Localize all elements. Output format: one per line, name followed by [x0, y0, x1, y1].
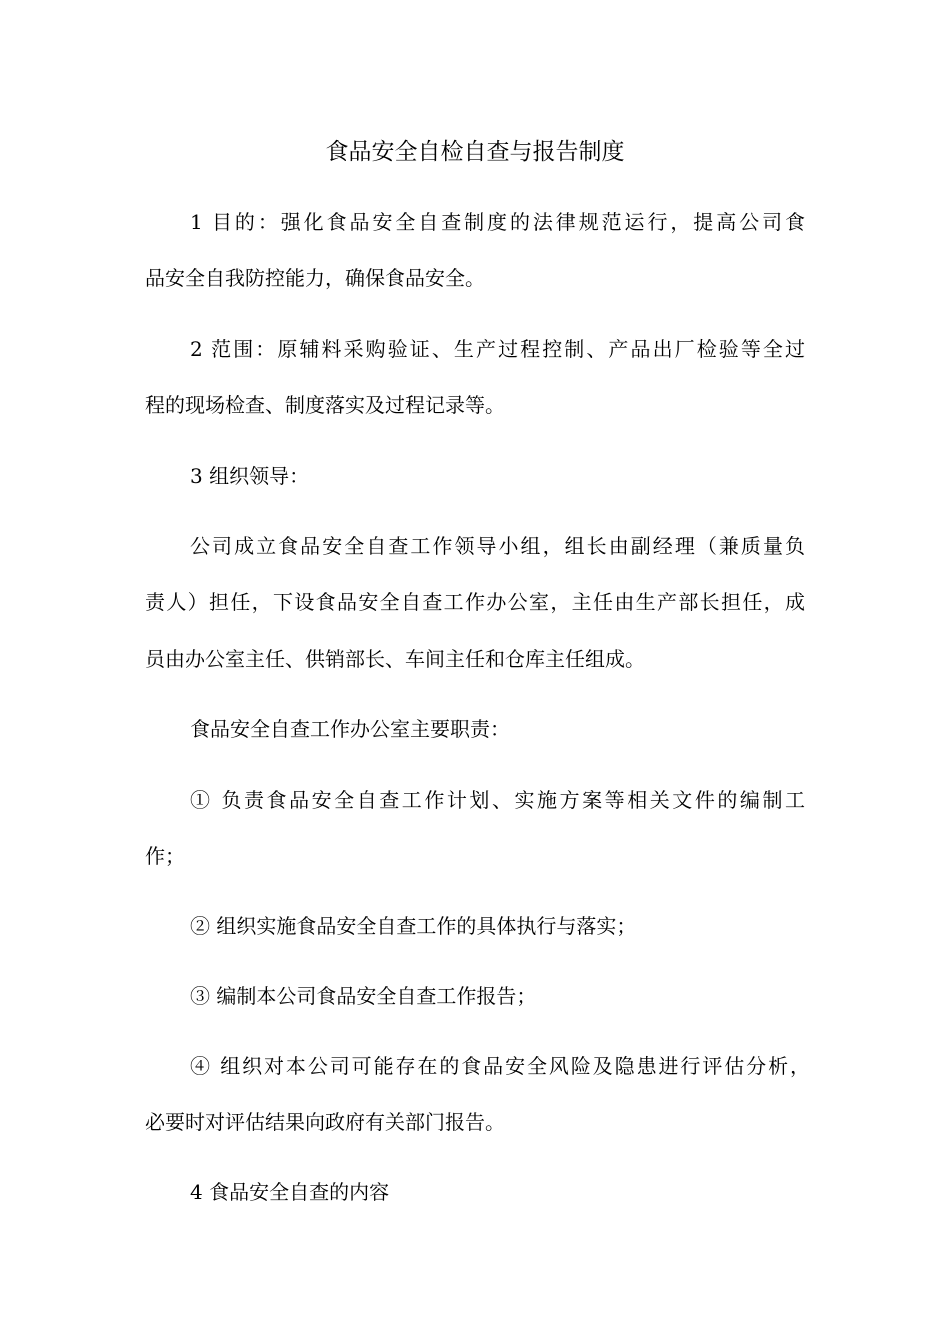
document-title: 食品安全自检自查与报告制度	[325, 139, 625, 165]
duty-item-1-line-1: ① 负责食品安全自查工作计划、实施方案等相关文件的编制工	[190, 788, 805, 812]
paragraph-scope-line-2: 程的现场检查、制度落实及过程记录等。	[145, 393, 505, 417]
paragraph-leadership-line-1: 公司成立食品安全自查工作领导小组，组长由副经理（兼质量负	[190, 534, 805, 558]
paragraph-leadership-line-3: 员由办公室主任、供销部长、车间主任和仓库主任组成。	[145, 647, 645, 671]
paragraph-office-duties-intro: 食品安全自查工作办公室主要职责：	[190, 717, 510, 741]
duty-item-1-line-2: 作；	[145, 844, 185, 868]
duty-item-3: ③ 编制本公司食品安全自查工作报告；	[190, 984, 537, 1008]
paragraph-purpose-line-1: 1 目的：强化食品安全自查制度的法律规范运行，提高公司食	[190, 210, 805, 234]
section-heading-organization: 3 组织领导：	[190, 464, 310, 488]
duty-item-2: ② 组织实施食品安全自查工作的具体执行与落实；	[190, 914, 637, 938]
duty-item-4-line-2: 必要时对评估结果向政府有关部门报告。	[145, 1110, 505, 1134]
paragraph-scope-line-1: 2 范围：原辅料采购验证、生产过程控制、产品出厂检验等全过	[190, 337, 805, 361]
duty-item-4-line-1: ④ 组织对本公司可能存在的食品安全风险及隐患进行评估分析，	[190, 1054, 810, 1078]
section-heading-self-check-content: 4 食品安全自查的内容	[190, 1180, 390, 1204]
paragraph-leadership-line-2: 责人）担任，下设食品安全自查工作办公室，主任由生产部长担任，成	[145, 590, 805, 614]
paragraph-purpose-line-2: 品安全自我防控能力，确保食品安全。	[145, 266, 485, 290]
